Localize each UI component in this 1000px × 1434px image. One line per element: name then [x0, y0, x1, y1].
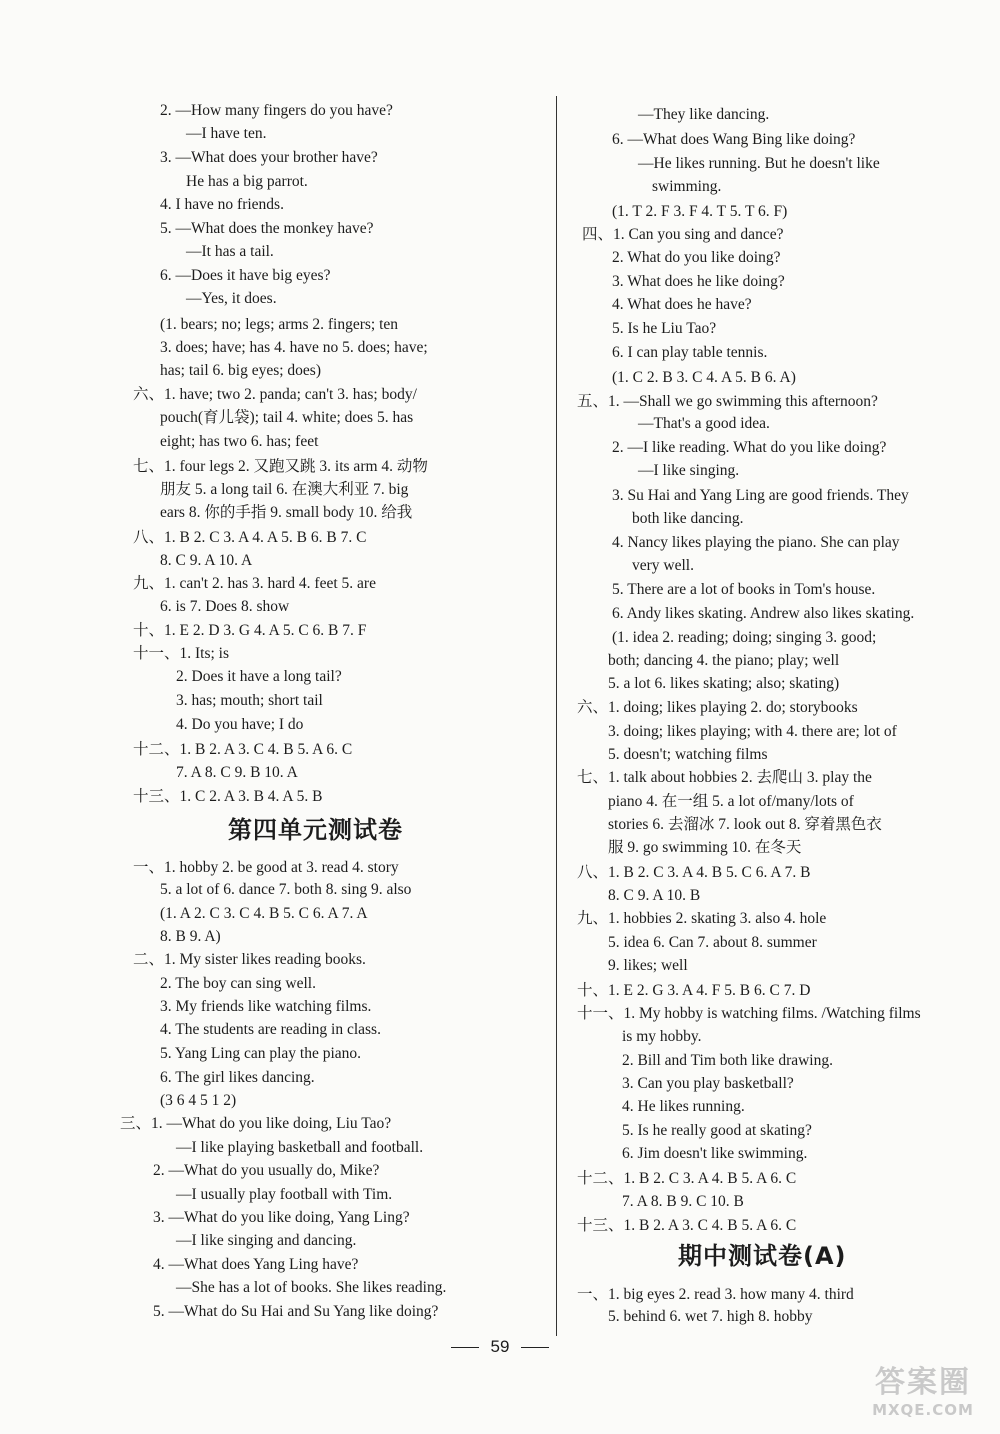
answer-line: 3. What does he like doing? — [612, 273, 785, 290]
answer-line: 5. —What does the monkey have? — [160, 220, 374, 237]
answer-line: 6. is 7. Does 8. show — [160, 598, 290, 615]
answer-line: 4. Do you have; I do — [176, 716, 304, 733]
answer-line: —I like singing. — [638, 462, 740, 479]
answer-line: —I like playing basketball and football. — [176, 1139, 424, 1156]
answer-line: —They like dancing. — [638, 106, 770, 123]
answer-line: 2. Does it have a long tail? — [176, 668, 342, 685]
answer-line: 十三、1. C 2. A 3. B 4. A 5. B — [133, 788, 323, 805]
answer-line: 5. doesn't; watching films — [608, 746, 768, 763]
answer-line: 6. —What does Wang Bing like doing? — [612, 131, 856, 148]
answer-line: 8. C 9. A 10. B — [608, 887, 701, 904]
answer-line: 五、1. —Shall we go swimming this afternoon? — [577, 393, 878, 410]
answer-line: 3. —What does your brother have? — [160, 149, 378, 166]
column-divider — [556, 96, 557, 1336]
answer-line: 2. Bill and Tim both like drawing. — [622, 1052, 833, 1069]
answer-line: 4. The students are reading in class. — [160, 1021, 381, 1038]
answer-line: piano 4. 在一组 5. a lot of/many/lots of — [608, 793, 854, 810]
answer-line: 2. The boy can sing well. — [160, 975, 316, 992]
answer-line: 十一、1. My hobby is watching films. /Watching films — [577, 1005, 921, 1022]
answer-line: 4. Nancy likes playing the piano. She can play — [612, 534, 900, 551]
answer-line: 6. Andy likes skating. Andrew also likes skating. — [612, 605, 915, 622]
answer-line: 5. Yang Ling can play the piano. — [160, 1045, 362, 1062]
section-title: 第四单元测试卷 — [228, 816, 403, 844]
answer-line: 4. What does he have? — [612, 296, 752, 313]
answer-line: —She has a lot of books. She likes reading. — [176, 1279, 447, 1296]
answer-line: 6. The girl likes dancing. — [160, 1069, 315, 1086]
answer-line: 一、1. hobby 2. be good at 3. read 4. story — [133, 859, 399, 876]
answer-line: 3. has; mouth; short tail — [176, 692, 323, 709]
answer-line: 3. Can you play basketball? — [622, 1075, 794, 1092]
answer-line: is my hobby. — [622, 1028, 702, 1045]
answer-line: 5. a lot 6. likes skating; also; skating) — [608, 675, 840, 692]
answer-line: 九、1. hobbies 2. skating 3. also 4. hole — [577, 910, 827, 927]
answer-line: pouch(育儿袋); tail 4. white; does 5. has — [160, 409, 414, 426]
answer-line: 七、1. talk about hobbies 2. 去爬山 3. play the — [577, 769, 872, 786]
answer-line: 七、1. four legs 2. 又跑又跳 3. its arm 4. 动物 — [133, 458, 428, 475]
answer-line: 5. Is he really good at skating? — [622, 1122, 812, 1139]
answer-line: —It has a tail. — [186, 243, 274, 260]
answer-line: 5. Is he Liu Tao? — [612, 320, 717, 337]
answer-line: —He likes running. But he doesn't like — [638, 155, 880, 172]
answer-line: 八、1. B 2. C 3. A 4. A 5. B 6. B 7. C — [133, 529, 367, 546]
answer-line: 朋友 5. a long tail 6. 在澳大利亚 7. big — [160, 481, 409, 498]
answer-line: 二、1. My sister likes reading books. — [133, 951, 366, 968]
answer-line: both; dancing 4. the piano; play; well — [608, 652, 840, 669]
answer-line: 7. A 8. B 9. C 10. B — [622, 1193, 744, 1210]
answer-line: stories 6. 去溜冰 7. look out 8. 穿着黑色衣 — [608, 816, 882, 833]
answer-line: 5. a lot of 6. dance 7. both 8. sing 9. also — [160, 881, 412, 898]
answer-line: very well. — [632, 557, 694, 574]
answer-line: 3. does; have; has 4. have no 5. does; have; — [160, 339, 428, 356]
answer-line: 7. A 8. C 9. B 10. A — [176, 764, 298, 781]
answer-line: 一、1. big eyes 2. read 3. how many 4. third — [577, 1286, 854, 1303]
answer-line: 3. Su Hai and Yang Ling are good friends. They — [612, 487, 909, 504]
page-number: 59 — [0, 1336, 1000, 1358]
answer-line: 十一、1. Its; is — [133, 645, 230, 662]
answer-line: swimming. — [652, 178, 722, 195]
answer-line: 六、1. have; two 2. panda; can't 3. has; body/ — [133, 386, 417, 403]
answer-line: has; tail 6. big eyes; does) — [160, 362, 321, 379]
answer-line: eight; has two 6. has; feet — [160, 433, 319, 450]
answer-line: 6. —Does it have big eyes? — [160, 267, 331, 284]
answer-line: 2. What do you like doing? — [612, 249, 781, 266]
answer-line: 4. I have no friends. — [160, 196, 284, 213]
answer-line: 8. C 9. A 10. A — [160, 552, 253, 569]
answer-line: ears 8. 你的手指 9. small body 10. 给我 — [160, 504, 413, 521]
answer-line: 6. Jim doesn't like swimming. — [622, 1145, 808, 1162]
answer-line: (1. idea 2. reading; doing; singing 3. good; — [612, 629, 877, 646]
answer-line: 4. He likes running. — [622, 1098, 745, 1115]
answer-line: (1. C 2. B 3. C 4. A 5. B 6. A) — [612, 369, 796, 386]
section-title: 期中测试卷(A) — [678, 1242, 847, 1270]
answer-line: 3. My friends like watching films. — [160, 998, 372, 1015]
answer-line: (1. bears; no; legs; arms 2. fingers; ten — [160, 316, 399, 333]
answer-line: 十、1. E 2. D 3. G 4. A 5. C 6. B 7. F — [133, 622, 367, 639]
answer-line: (3 6 4 5 1 2) — [160, 1092, 237, 1109]
watermark-logo: 答案圈 MXQE.COM — [872, 1365, 974, 1419]
answer-line: 十二、1. B 2. C 3. A 4. B 5. A 6. C — [577, 1170, 797, 1187]
answer-line: 8. B 9. A) — [160, 928, 221, 945]
answer-line: 3. —What do you like doing, Yang Ling? — [153, 1209, 410, 1226]
answer-line: 3. doing; likes playing; with 4. there are; lot of — [608, 723, 897, 740]
answer-line: 4. —What does Yang Ling have? — [153, 1256, 359, 1273]
answer-line: 6. I can play table tennis. — [612, 344, 768, 361]
answer-line: 5. behind 6. wet 7. high 8. hobby — [608, 1308, 813, 1325]
answer-line: 9. likes; well — [608, 957, 688, 974]
answer-line: 十二、1. B 2. A 3. C 4. B 5. A 6. C — [133, 741, 353, 758]
answer-line: (1. A 2. C 3. C 4. B 5. C 6. A 7. A — [160, 905, 368, 922]
answer-line: 四、1. Can you sing and dance? — [582, 226, 784, 243]
answer-line: 5. idea 6. Can 7. about 8. summer — [608, 934, 817, 951]
answer-line: 十三、1. B 2. A 3. C 4. B 5. A 6. C — [577, 1217, 797, 1234]
answer-line: —I like singing and dancing. — [176, 1232, 357, 1249]
answer-line: —That's a good idea. — [638, 415, 770, 432]
answer-line: 十、1. E 2. G 3. A 4. F 5. B 6. C 7. D — [577, 982, 811, 999]
answer-line: —I usually play football with Tim. — [176, 1186, 393, 1203]
answer-line: 九、1. can't 2. has 3. hard 4. feet 5. are — [133, 575, 376, 592]
answer-line: 三、1. —What do you like doing, Liu Tao? — [120, 1115, 392, 1132]
answer-line: He has a big parrot. — [186, 173, 308, 190]
answer-line: 5. There are a lot of books in Tom's house. — [612, 581, 876, 598]
answer-line: both like dancing. — [632, 510, 744, 527]
answer-line: 5. —What do Su Hai and Su Yang like doing? — [153, 1303, 439, 1320]
answer-line: —Yes, it does. — [186, 290, 277, 307]
answer-line: 2. —I like reading. What do you like doing? — [612, 439, 887, 456]
answer-line: 八、1. B 2. C 3. A 4. B 5. C 6. A 7. B — [577, 864, 811, 881]
answer-line: 服 9. go swimming 10. 在冬天 — [608, 839, 802, 856]
answer-line: 2. —What do you usually do, Mike? — [153, 1162, 380, 1179]
answer-line: 2. —How many fingers do you have? — [160, 102, 393, 119]
answer-line: —I have ten. — [186, 125, 267, 142]
answer-line: (1. T 2. F 3. F 4. T 5. T 6. F) — [612, 203, 788, 220]
answer-line: 六、1. doing; likes playing 2. do; storybooks — [577, 699, 858, 716]
